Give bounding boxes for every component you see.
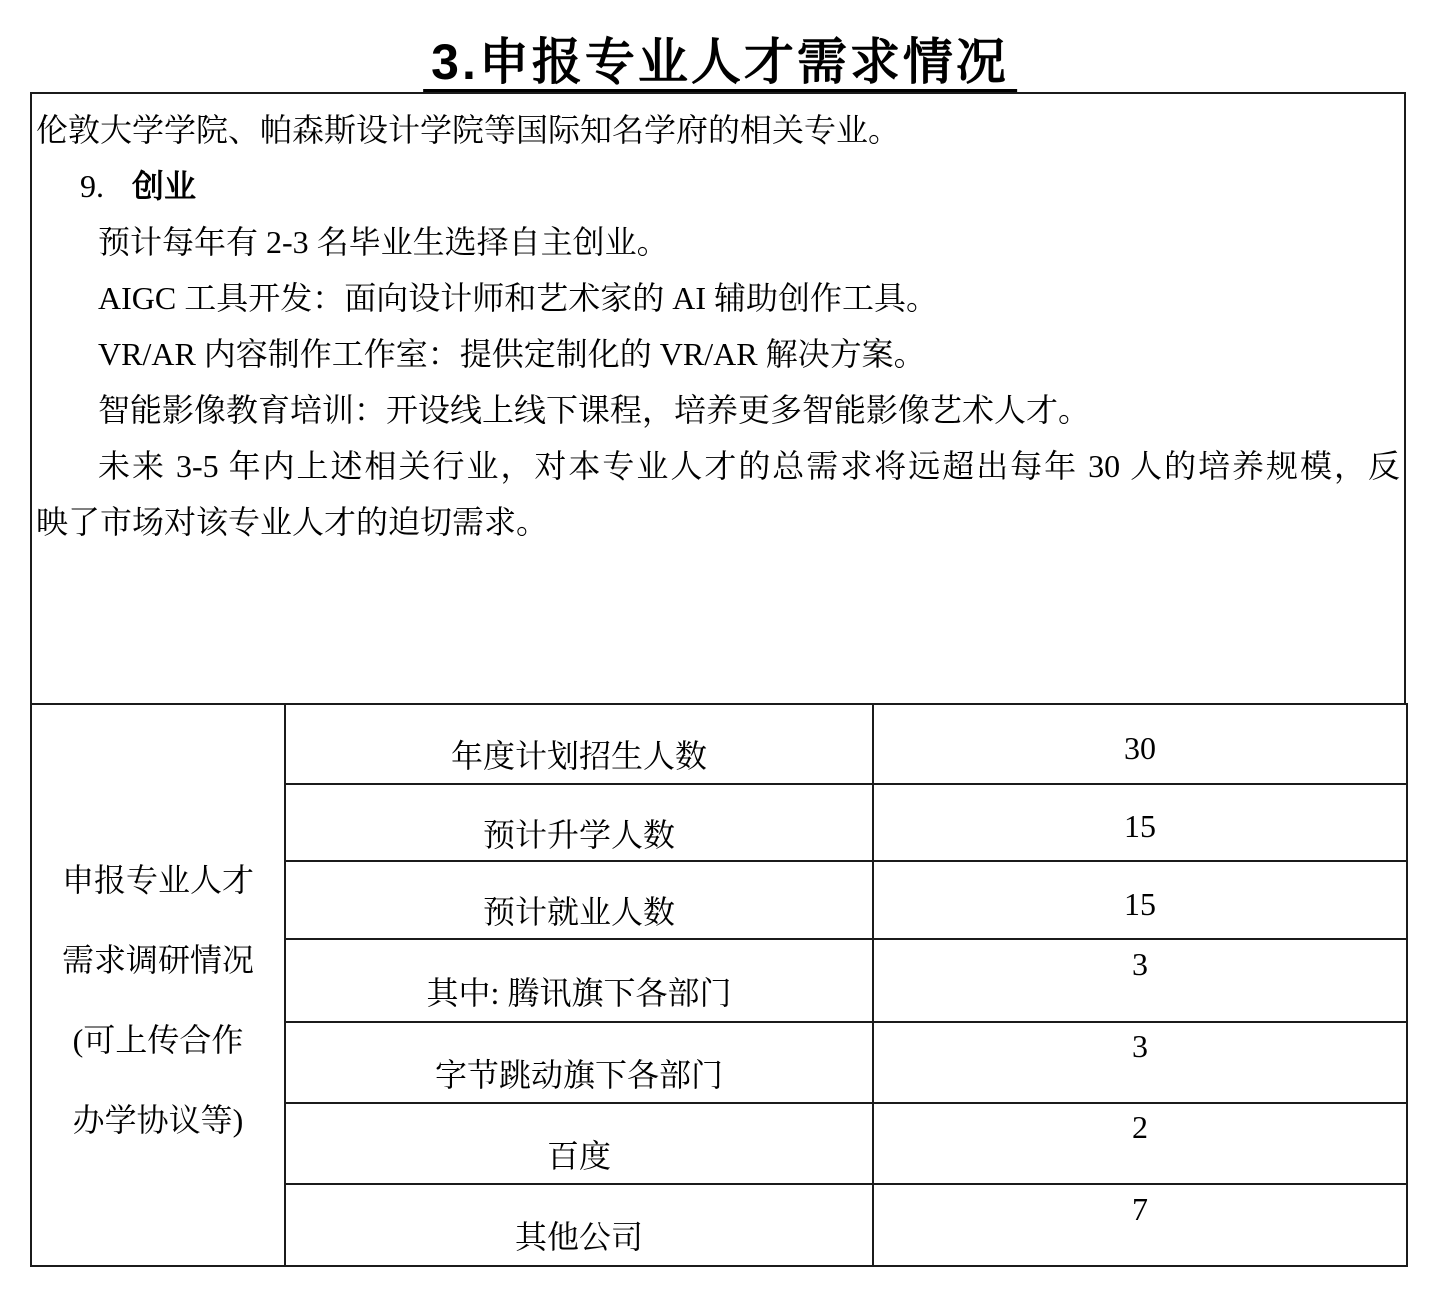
table-value: 3 xyxy=(1132,1028,1148,1064)
list-item-number: 9. xyxy=(80,168,104,204)
table-value-cell xyxy=(873,1022,1407,1103)
row-header-line: 需求调研情况 xyxy=(61,942,254,978)
list-item-title: 创业 xyxy=(132,168,197,204)
paragraph-carryover: 伦敦大学学院、帕森斯设计学院等国际知名学府的相关专业。 xyxy=(36,112,901,148)
paragraph-vrar: VR/AR 内容制作工作室：提供定制化的 VR/AR 解决方案。 xyxy=(98,336,926,372)
table-label-cell xyxy=(285,1184,873,1266)
table-label-cell xyxy=(285,784,873,861)
row-header-line: (可上传合作 xyxy=(72,1022,244,1058)
text-section xyxy=(34,96,1402,550)
list-item-entrepreneurship xyxy=(34,158,1402,214)
table-value-cell xyxy=(873,861,1407,939)
table-value: 2 xyxy=(1132,1109,1148,1145)
table-value: 7 xyxy=(1132,1190,1148,1227)
table-label: 百度 xyxy=(546,1137,611,1174)
table-label-cell xyxy=(285,861,873,939)
table-value-cell xyxy=(873,1184,1407,1266)
talent-demand-table xyxy=(30,703,1408,1267)
table-label: 字节跳动旗下各部门 xyxy=(434,1056,723,1093)
table-label: 其中: 腾讯旗下各部门 xyxy=(426,974,732,1011)
table-label: 预计升学人数 xyxy=(482,816,675,853)
table-label: 其他公司 xyxy=(514,1219,643,1255)
table-row-header xyxy=(31,704,285,1266)
section-title: 3.申报专业人才需求情况 xyxy=(423,36,1017,95)
table-value: 15 xyxy=(1124,885,1156,922)
table-value: 3 xyxy=(1132,946,1148,982)
row-header-line: 办学协议等) xyxy=(72,1102,244,1138)
table-label-cell xyxy=(285,704,873,784)
paragraph-future-line1: 未来 3-5 年内上述相关行业，对本专业人才的总需求将远超出每年 30 人的培养规模，反 xyxy=(98,448,1400,484)
table-value-cell xyxy=(873,704,1407,784)
paragraph-aigc: AIGC 工具开发：面向设计师和艺术家的 AI 辅助创作工具。 xyxy=(98,280,938,316)
table-label: 年度计划招生人数 xyxy=(450,738,707,774)
paragraph-training: 智能影像教育培训：开设线上线下课程，培养更多智能影像艺术人才。 xyxy=(98,392,1091,428)
table-value-cell xyxy=(873,939,1407,1022)
paragraph-future-line2: 映了市场对该专业人才的迫切需求。 xyxy=(36,504,549,540)
table-value: 30 xyxy=(1124,729,1156,766)
paragraph-startup: 预计每年有 2-3 名毕业生选择自主创业。 xyxy=(98,224,669,260)
table-value-cell xyxy=(873,784,1407,861)
row-header-line: 申报专业人才 xyxy=(61,862,254,898)
table-label-cell xyxy=(285,1103,873,1184)
table-label: 预计就业人数 xyxy=(482,894,675,930)
row-header-block xyxy=(32,840,284,1160)
table-label-cell xyxy=(285,939,873,1022)
table-label-cell xyxy=(285,1022,873,1103)
table-value-cell xyxy=(873,1103,1407,1184)
table-row xyxy=(31,704,1407,784)
table-value: 15 xyxy=(1124,808,1156,844)
